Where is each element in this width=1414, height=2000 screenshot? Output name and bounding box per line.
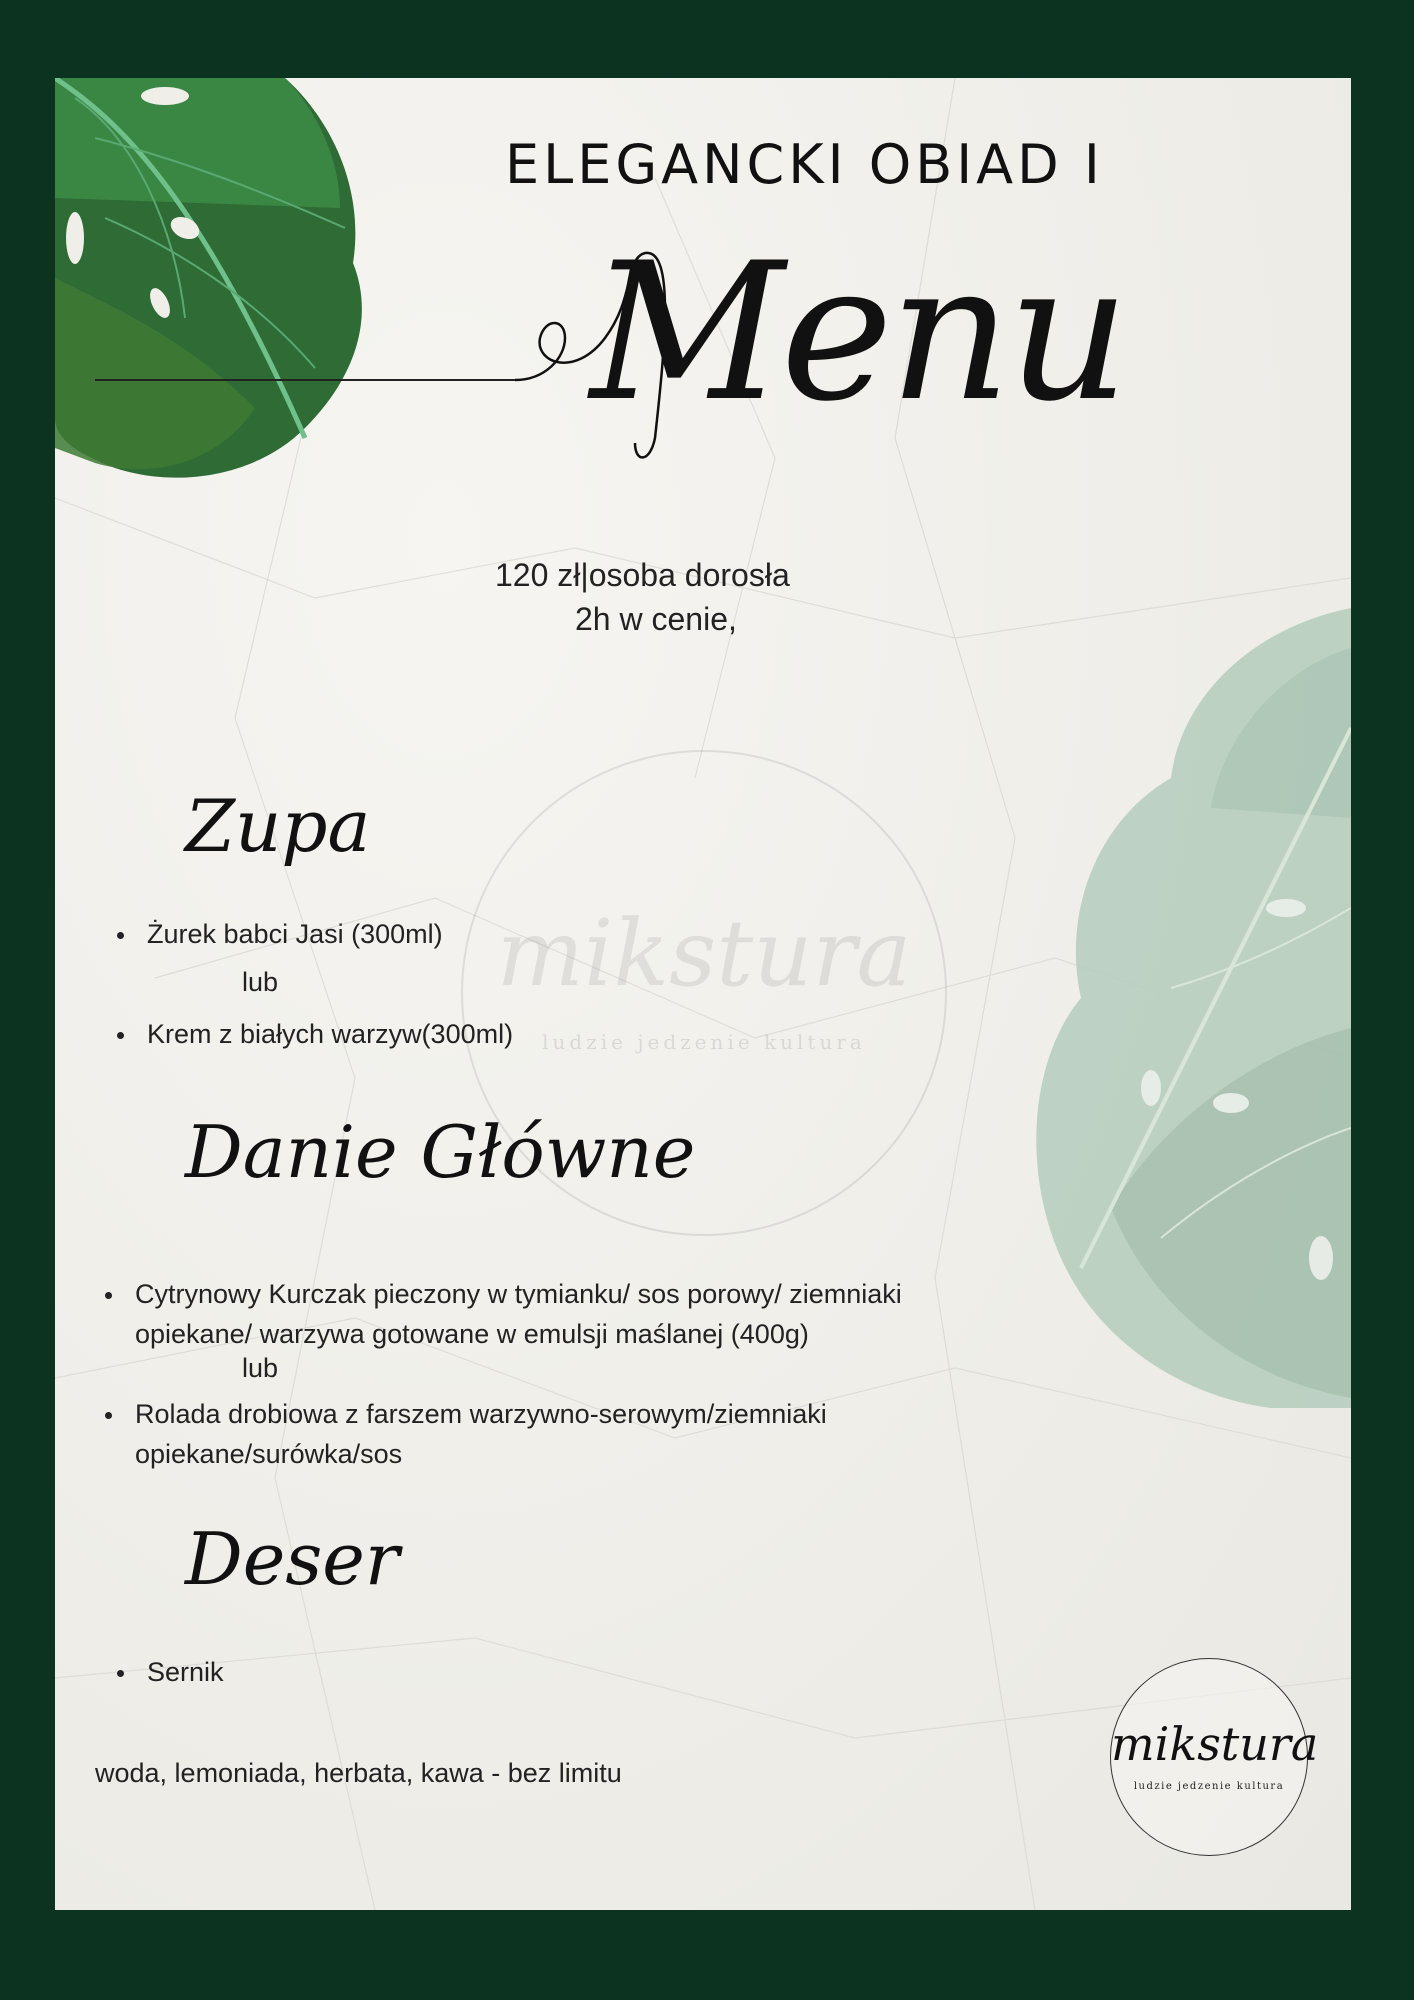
brand-logo (1110, 1658, 1319, 1856)
logo-word: mikstura (1111, 1717, 1319, 1771)
section-heading-soup: Zupa (185, 784, 371, 868)
page-title: ELEGANCKI OBIAD I (505, 133, 1104, 196)
list-item-main-1-line1: Cytrynowy Kurczak pieczony w tymianku/ sos porowy/ ziemniaki (135, 1279, 902, 1309)
list-item-main-1 (105, 1274, 1135, 1354)
or-label-soup: lub (242, 967, 279, 997)
section-heading-dessert: Deser (185, 1517, 400, 1601)
logo-tagline: ludzie jedzenie kultura (1133, 1781, 1285, 1792)
watermark-word: mikstura (496, 900, 912, 1007)
list-item-soup-2: Krem z białych warzyw(300ml) (117, 1014, 513, 1054)
list-item-main-1-line2: opiekane/ warzywa gotowane w emulsji maślanej (400g) (135, 1319, 809, 1349)
duration-line: 2h w cenie, (575, 601, 737, 637)
menu-heading: Menu (590, 222, 1126, 443)
list-item-main-2-line2: opiekane/surówka/sos (135, 1439, 403, 1469)
price-line: 120 zł|osoba dorosła (495, 557, 790, 593)
drinks-note: woda, lemoniada, herbata, kawa - bez limitu (95, 1758, 622, 1788)
or-label-main: lub (242, 1353, 279, 1383)
list-item-main-2-line1: Rolada drobiowa z farszem warzywno-serowym/ziemniaki (135, 1399, 827, 1429)
monstera-leaf-icon (55, 78, 385, 488)
section-heading-main: Danie Główne (185, 1110, 696, 1194)
menu-divider-line (95, 379, 515, 381)
list-item-soup-1: Żurek babci Jasi (300ml) (117, 914, 443, 954)
list-item-dessert-1: Sernik (117, 1652, 224, 1692)
list-item-main-2 (105, 1394, 1135, 1474)
menu-card (55, 78, 1351, 1910)
watermark-tagline: ludzie jedzenie kultura (542, 1030, 866, 1054)
